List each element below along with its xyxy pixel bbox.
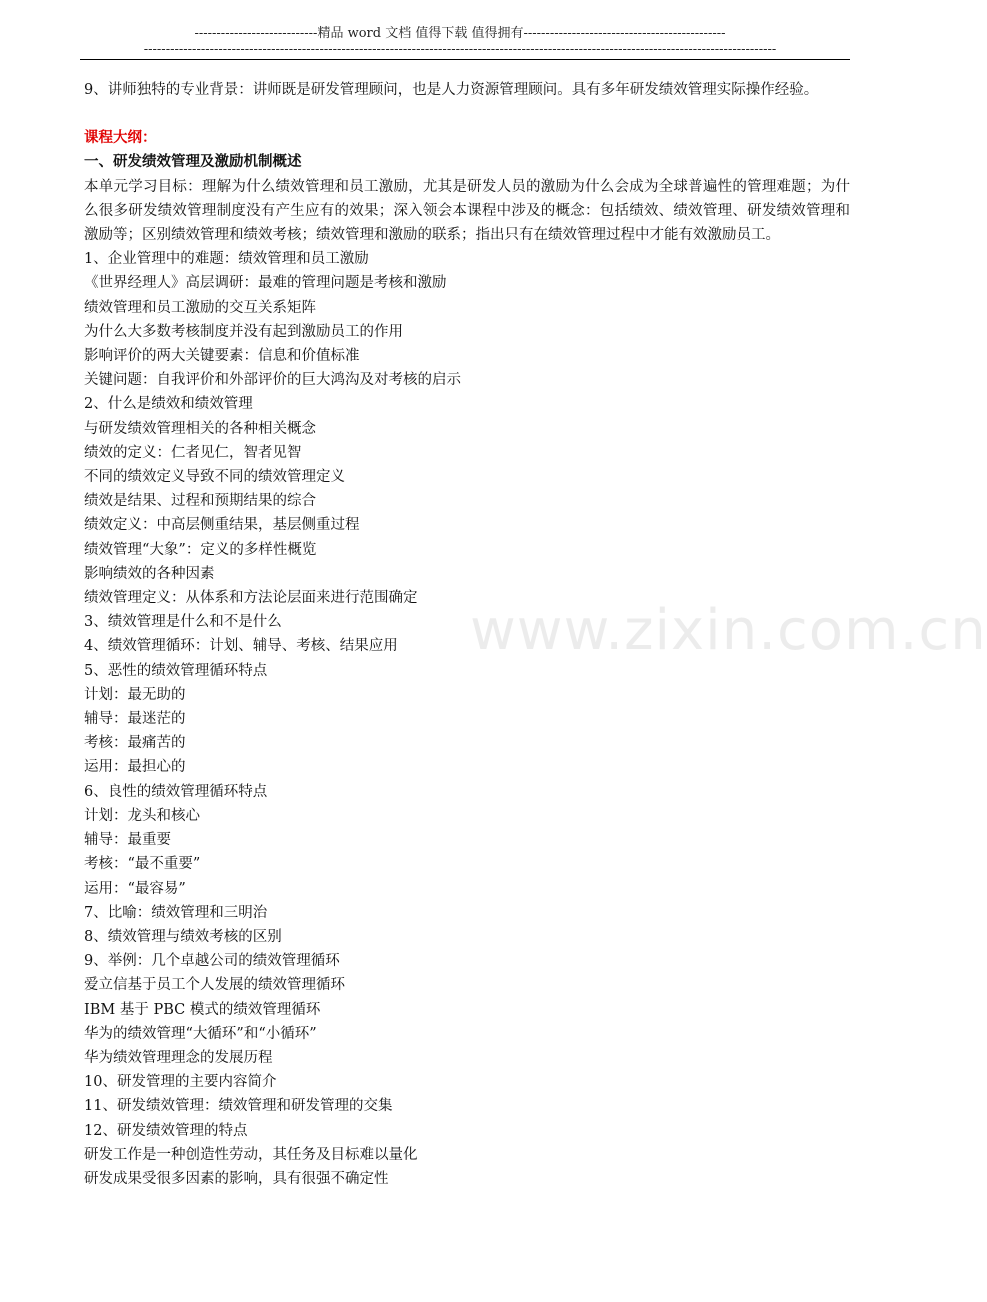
outline-line: 绩效管理“大象”：定义的多样性概览 xyxy=(84,541,317,558)
watermark: www.zixin.com.cn xyxy=(470,598,987,663)
outline-title: 课程大纲： xyxy=(84,129,157,147)
outline-line: 2、什么是绩效和绩效管理 xyxy=(84,396,253,413)
page-header-dashes: ------------------------------------------------------------------------------------------------------------------------------------------------ xyxy=(143,42,777,57)
outline-line: IBM 基于 PBC 模式的绩效管理循环 xyxy=(84,1001,321,1018)
outline-line: 华为绩效管理理念的发展历程 xyxy=(84,1049,273,1066)
outline-line: 绩效的定义：仁者见仁，智者见智 xyxy=(84,444,302,461)
outline-line: 10、研发管理的主要内容简介 xyxy=(84,1074,277,1091)
outline-line: 11、研发绩效管理：绩效管理和研发管理的交集 xyxy=(84,1098,393,1115)
outline-line: 华为的绩效管理“大循环”和“小循环” xyxy=(84,1025,317,1042)
outline-line: 研发成果受很多因素的影响，具有很强不确定性 xyxy=(84,1170,389,1187)
header-divider xyxy=(80,59,850,60)
outline-line: 运用：“最容易” xyxy=(84,880,186,897)
document-body xyxy=(84,78,850,1191)
outline-line: 爱立信基于员工个人发展的绩效管理循环 xyxy=(84,977,345,994)
outline-line: 5、恶性的绩效管理循环特点 xyxy=(84,662,268,679)
section-title: 一、研发绩效管理及激励机制概述 xyxy=(84,153,302,171)
outline-line: 绩效定义：中高层侧重结果，基层侧重过程 xyxy=(84,517,360,534)
outline-line: 影响绩效的各种因素 xyxy=(84,565,215,582)
outline-line: 4、绩效管理循环：计划、辅导、考核、结果应用 xyxy=(84,638,398,655)
outline-line: 辅导：最迷茫的 xyxy=(84,711,186,728)
outline-line: 3、绩效管理是什么和不是什么 xyxy=(84,614,282,631)
outline-line: 12、研发绩效管理的特点 xyxy=(84,1122,248,1139)
outline-line: 考核：“最不重要” xyxy=(84,856,201,873)
intro-paragraph: 9、讲师独特的专业背景：讲师既是研发管理顾问，也是人力资源管理顾问。具有多年研发绩效管理实际操作经验。 xyxy=(84,82,819,98)
outline-line: 绩效管理和员工激励的交互关系矩阵 xyxy=(84,299,316,316)
outline-line: 9、举例：几个卓越公司的绩效管理循环 xyxy=(84,953,340,970)
outline-line: 计划：最无助的 xyxy=(84,686,186,703)
outline-line: 绩效是结果、过程和预期结果的综合 xyxy=(84,493,316,510)
outline-line: 研发工作是一种创造性劳动，其任务及目标难以量化 xyxy=(84,1146,418,1163)
outline-line: 为什么大多数考核制度并没有起到激励员工的作用 xyxy=(84,323,403,340)
outline-line: 辅导：最重要 xyxy=(84,832,171,849)
outline-line: 考核：最痛苦的 xyxy=(84,735,186,752)
outline-line: 7、比喻：绩效管理和三明治 xyxy=(84,904,268,921)
outline-line: 8、绩效管理与绩效考核的区别 xyxy=(84,928,282,945)
paragraph-gap xyxy=(84,102,850,126)
outline-line: 6、良性的绩效管理循环特点 xyxy=(84,783,268,800)
outline-line: 与研发绩效管理相关的各种相关概念 xyxy=(84,420,316,437)
outline-line: 关键问题：自我评价和外部评价的巨大鸿沟及对考核的启示 xyxy=(84,372,461,389)
objective-paragraph: 本单元学习目标：理解为什么绩效管理和员工激励，尤其是研发人员的激励为什么会成为全球普遍性的管理难题；为什么很多研发绩效管理制度没有产生应有的效果；深入领会本课程中涉及的概念：包括绩效、绩效管理、研发绩效管理和激励等；区别绩效管理和绩效考核；绩效管理和激励的联系；指出只有在绩效管理过程中才能有效激励员工。 xyxy=(84,178,850,244)
outline-line: 《世界经理人》高层调研：最难的管理问题是考核和激励 xyxy=(84,275,447,292)
outline-line: 1、企业管理中的难题：绩效管理和员工激励 xyxy=(84,251,369,268)
page-header-banner: ----------------------------精品 word 文档 值得下载 值得拥有---------------------------------------------- xyxy=(194,26,726,41)
outline-list xyxy=(84,247,850,1191)
outline-line: 运用：最担心的 xyxy=(84,759,186,776)
outline-line: 影响评价的两大关键要素：信息和价值标准 xyxy=(84,348,360,365)
outline-line: 计划：龙头和核心 xyxy=(84,807,200,824)
outline-line: 绩效管理定义：从体系和方法论层面来进行范围确定 xyxy=(84,590,418,607)
outline-line: 不同的绩效定义导致不同的绩效管理定义 xyxy=(84,469,345,486)
